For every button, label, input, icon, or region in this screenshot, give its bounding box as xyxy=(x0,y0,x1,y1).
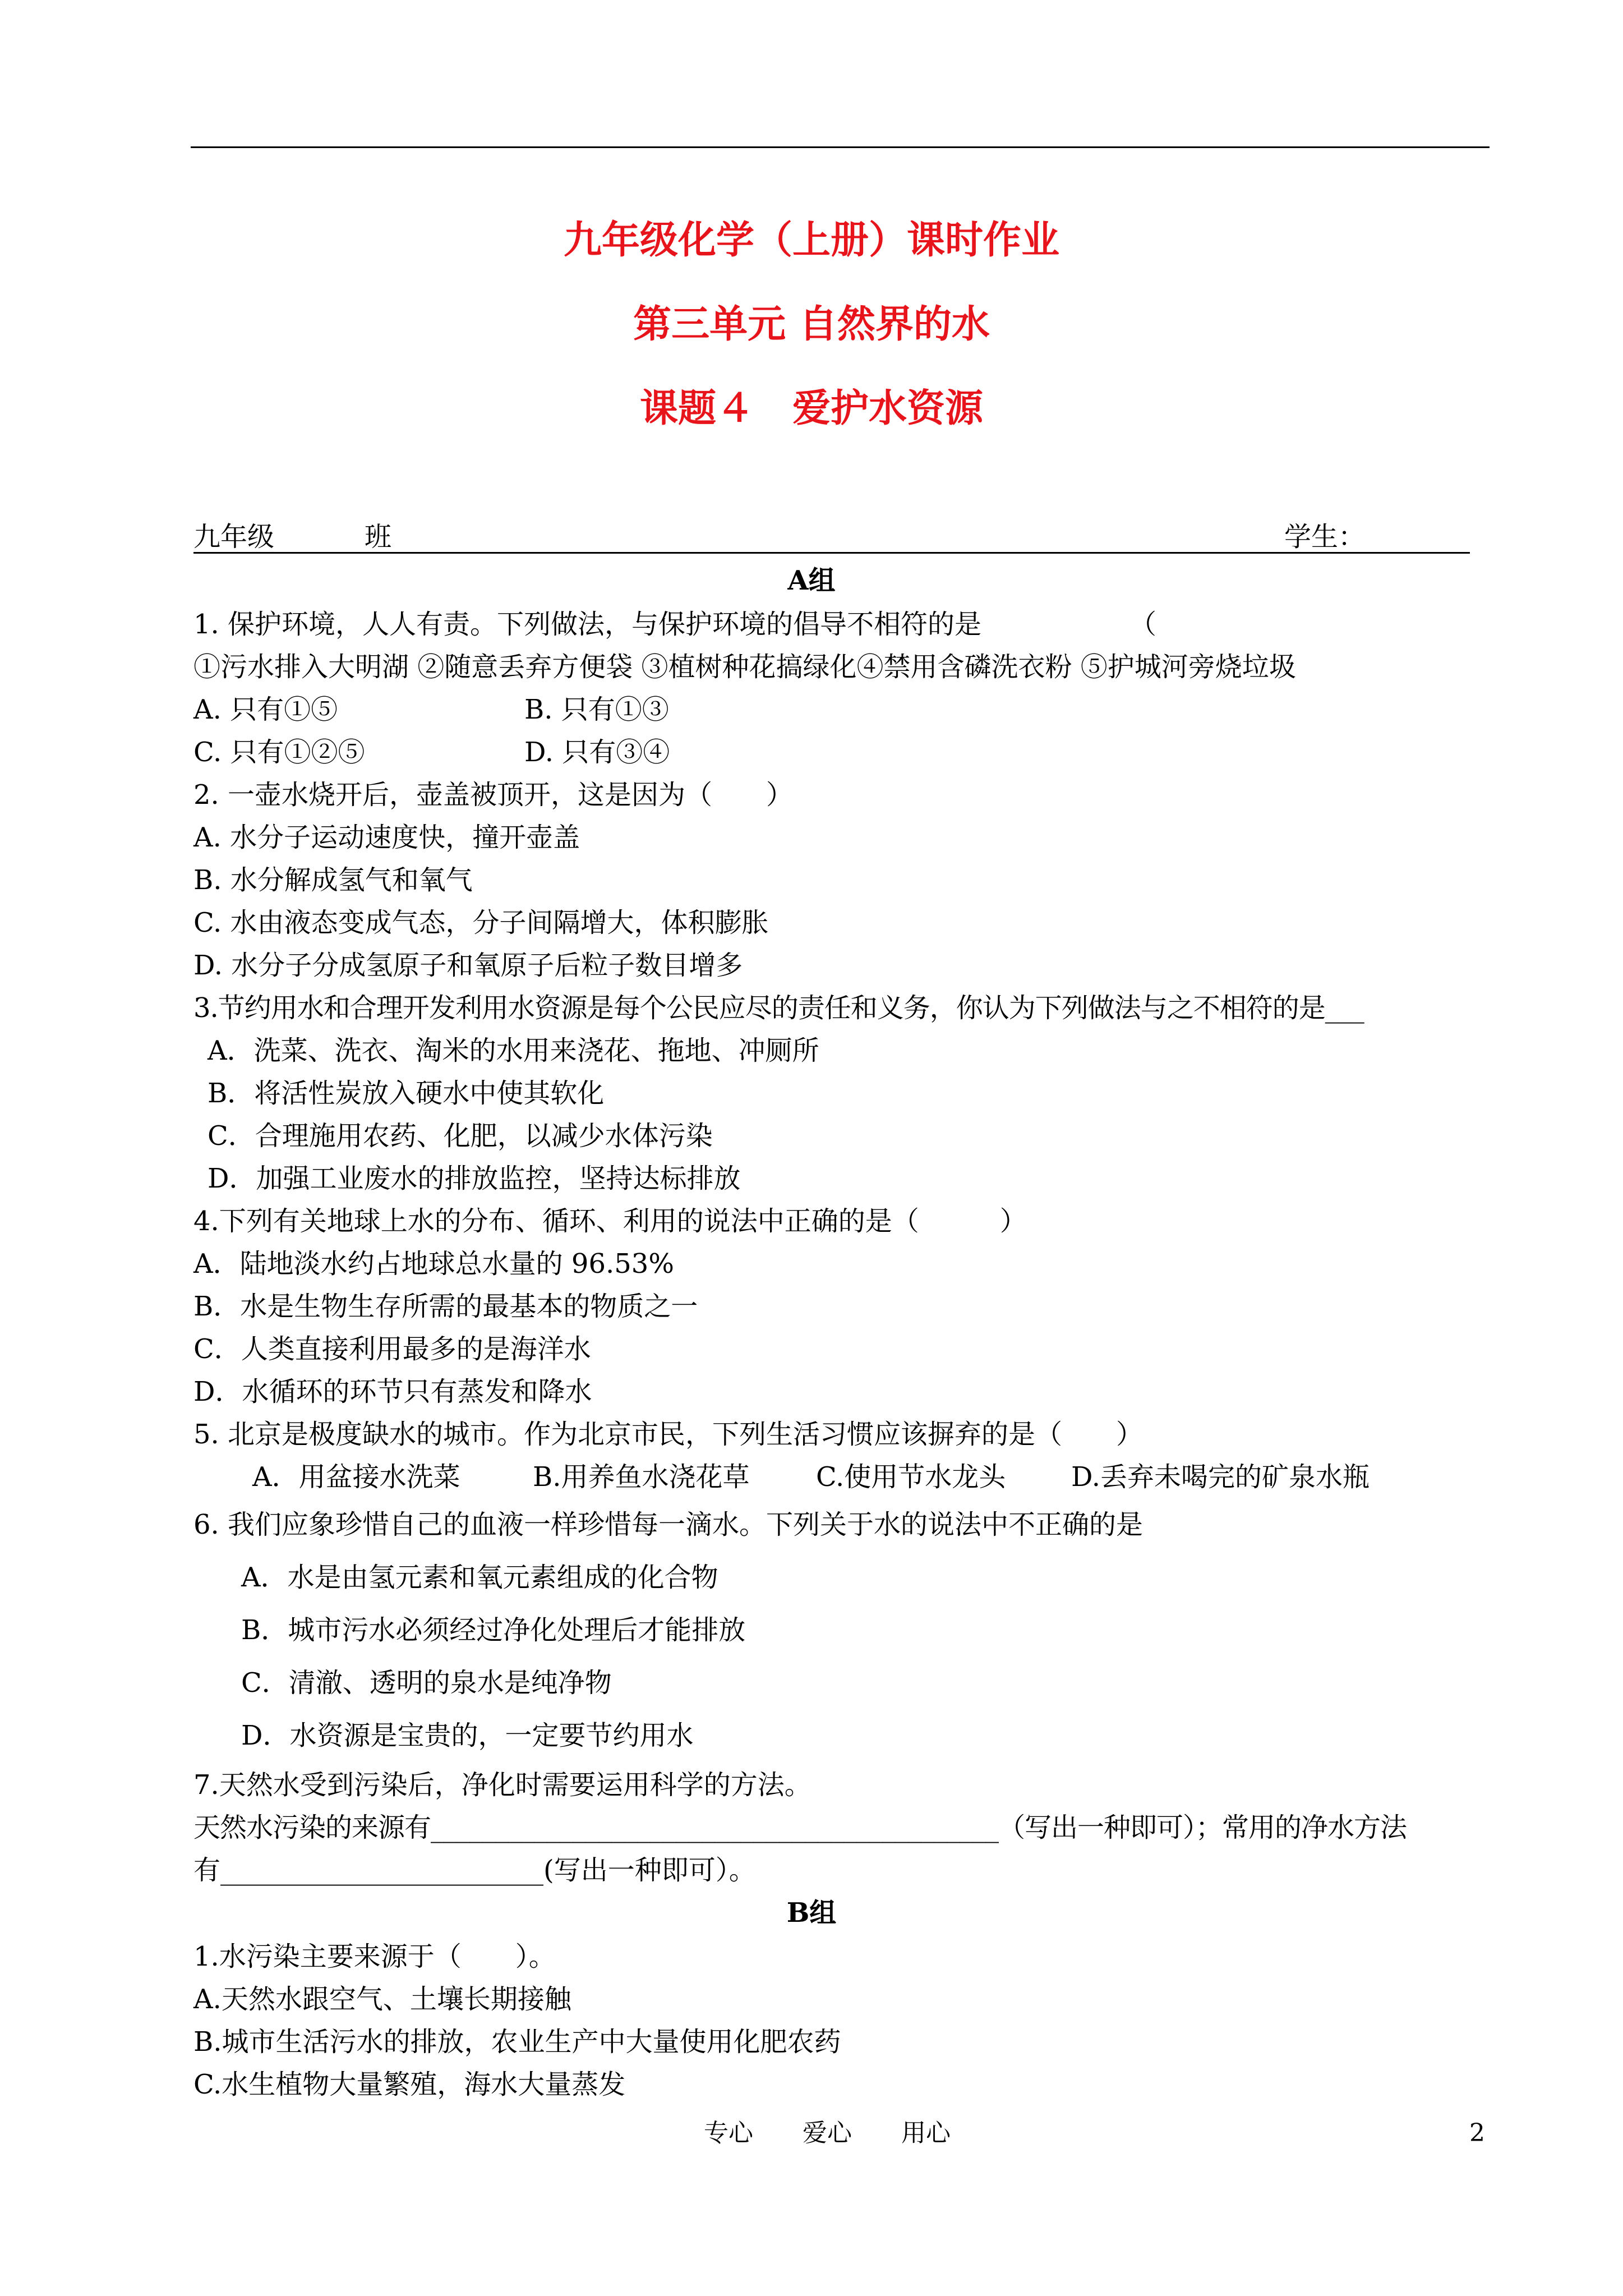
question-line: 3.节约用水和合理开发利用水资源是每个公民应尽的责任和义务，你认为下列做法与之不相符的是___ xyxy=(193,992,1364,1024)
option-line: B．水是生物生存所需的最基本的物质之一 xyxy=(193,1291,698,1322)
question-line: 有________________________(写出一种即可）。 xyxy=(193,1855,756,1886)
option-line: D. 只有③④ xyxy=(524,737,670,768)
question-line: 2. 一壶水烧开后，壶盖被顶开，这是因为（ ） xyxy=(193,779,794,811)
option-line: A.天然水跟空气、土壤长期接触 xyxy=(193,1984,571,2015)
option-line: A．陆地淡水约占地球总水量的 96.53% xyxy=(193,1248,674,1280)
option-line: C．清澈、透明的泉水是纯净物 xyxy=(241,1667,612,1699)
option-line: B. 水分解成氢气和氧气 xyxy=(193,864,473,896)
option-line: B．将活性炭放入硬水中使其软化 xyxy=(208,1078,605,1109)
unit-title: 第三单元 自然界的水 xyxy=(633,302,990,347)
doc-title: 九年级化学（上册）课时作业 xyxy=(563,218,1059,263)
lesson-title: 课题４ 爱护水资源 xyxy=(639,386,983,431)
question-line: ①污水排入大明湖 ②随意丢弃方便袋 ③植树种花搞绿化④禁用含磷洗衣粉 ⑤护城河旁烧垃圾 xyxy=(193,651,1296,683)
option-line: D.丢弃未喝完的矿泉水瓶 xyxy=(1071,1461,1370,1493)
option-line: B.用养鱼水浇花草 xyxy=(533,1461,750,1493)
option-line: B.城市生活污水的排放，农业生产中大量使用化肥农药 xyxy=(193,2026,841,2058)
option-line: C．合理施用农药、化肥，以减少水体污染 xyxy=(208,1120,713,1152)
option-line: A．水是由氢元素和氧元素组成的化合物 xyxy=(241,1562,718,1593)
question-line: 7.天然水受到污染后，净化时需要运用科学的方法。 xyxy=(193,1769,811,1801)
option-line: D. 水分子分成氢原子和氧原子后粒子数目增多 xyxy=(193,950,743,981)
header-rule xyxy=(191,146,1490,148)
option-line: B．城市污水必须经过净化处理后才能排放 xyxy=(241,1614,746,1646)
question-line: 6. 我们应象珍惜自己的血液一样珍惜每一滴水。下列关于水的说法中不正确的是 xyxy=(193,1509,1144,1540)
group-b-heading: B组 xyxy=(786,1897,837,1929)
student-label: 学生： xyxy=(1284,521,1366,553)
option-line: C. 只有①②⑤ xyxy=(193,737,365,768)
option-line: C.使用节水龙头 xyxy=(816,1461,1006,1493)
page-number: 2 xyxy=(1469,2119,1485,2147)
question-line: 1.水污染主要来源于（ ）。 xyxy=(193,1941,556,1972)
student-info-row xyxy=(193,523,1470,554)
option-line: C．人类直接利用最多的是海洋水 xyxy=(193,1333,591,1365)
question-line: 5. 北京是极度缺水的城市。作为北京市民，下列生活习惯应该摒弃的是（ ） xyxy=(193,1419,1144,1450)
grade-label: 九年级 xyxy=(193,521,275,553)
footer-motto: 专心 爱心 用心 xyxy=(704,2119,951,2147)
option-line: A．洗菜、洗衣、淘米的水用来浇花、拖地、冲厕所 xyxy=(208,1035,819,1066)
option-line: B. 只有①③ xyxy=(524,694,669,725)
group-a-heading: A组 xyxy=(787,565,836,596)
question-line: 天然水污染的来源有____________________________________________（写出一种即可）；常用的净水方法 xyxy=(193,1812,1407,1843)
option-line: D．加强工业废水的排放监控，坚持达标排放 xyxy=(208,1163,741,1194)
option-line: A. 只有①⑤ xyxy=(193,694,338,725)
option-line: A．用盆接水洗菜 xyxy=(252,1461,460,1493)
question-line: 1. 保护环境，人人有责。下列做法，与保护环境的倡导不相符的是 （ xyxy=(193,609,1157,640)
class-label: 班 xyxy=(365,521,392,553)
option-line: D．水资源是宝贵的，一定要节约用水 xyxy=(241,1720,694,1751)
option-line: A. 水分子运动速度快，撞开壶盖 xyxy=(193,822,580,853)
question-line: 4.下列有关地球上水的分布、循环、利用的说法中正确的是（ ） xyxy=(193,1205,1027,1237)
option-line: C.水生植物大量繁殖，海水大量蒸发 xyxy=(193,2069,626,2100)
option-line: D．水循环的环节只有蒸发和降水 xyxy=(193,1376,592,1407)
option-line: C. 水由液态变成气态，分子间隔增大，体积膨胀 xyxy=(193,907,769,938)
